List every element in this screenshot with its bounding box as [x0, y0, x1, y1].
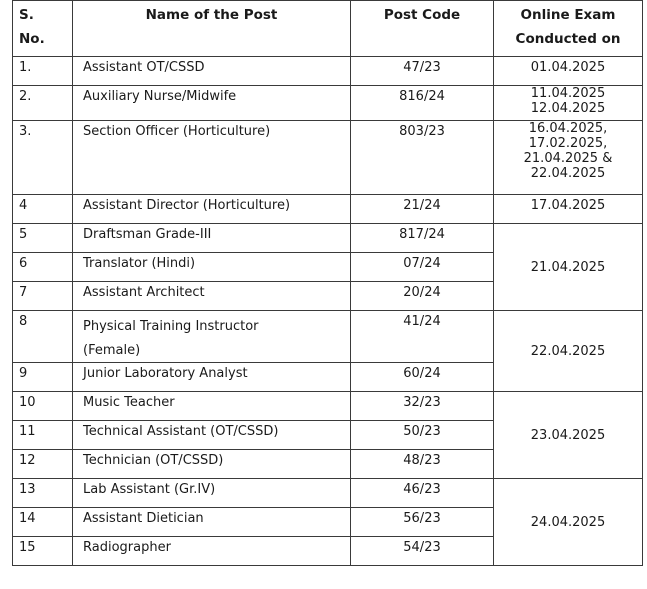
- header-exam-date: [494, 1, 643, 57]
- header-post-code: Post Code: [351, 1, 494, 57]
- cell-sno: 10: [13, 392, 73, 421]
- cell-post-code: 46/23: [351, 479, 494, 508]
- cell-post-code: 54/23: [351, 537, 494, 566]
- cell-post-name: Radiographer: [73, 537, 351, 566]
- cell-exam-date: 17.04.2025: [494, 195, 643, 224]
- cell-sno: 12: [13, 450, 73, 479]
- cell-sno: 6: [13, 253, 73, 282]
- cell-post-name: Translator (Hindi): [73, 253, 351, 282]
- cell-post-code: 48/23: [351, 450, 494, 479]
- cell-post-code: 816/24: [351, 86, 494, 121]
- cell-sno: 9: [13, 363, 73, 392]
- cell-post-code: 07/24: [351, 253, 494, 282]
- cell-post-name: Assistant Director (Horticulture): [73, 195, 351, 224]
- exam-date-line: 16.04.2025,: [528, 121, 608, 136]
- cell-exam-date-group: 24.04.2025: [494, 479, 643, 566]
- cell-exam-date-group: 21.04.2025: [494, 224, 643, 311]
- cell-sno: 1.: [13, 57, 73, 86]
- cell-post-name: Assistant Architect: [73, 282, 351, 311]
- header-sno-line2: No.: [19, 31, 45, 47]
- cell-sno: 5: [13, 224, 73, 253]
- table-row: [13, 57, 643, 86]
- cell-exam-date-group: 22.04.2025: [494, 311, 643, 392]
- exam-date-line: 11.04.2025: [530, 86, 606, 101]
- cell-post-name: Music Teacher: [73, 392, 351, 421]
- cell-post-code: 20/24: [351, 282, 494, 311]
- cell-exam-date: [494, 86, 643, 121]
- header-serial-number: [13, 1, 73, 57]
- cell-sno: 13: [13, 479, 73, 508]
- table-row: [13, 392, 643, 421]
- cell-exam-date: 01.04.2025: [494, 57, 643, 86]
- cell-post-name: [73, 311, 351, 363]
- header-exam-line1: Online Exam: [520, 7, 616, 23]
- table-row: [13, 479, 643, 508]
- header-sno-line1: S.: [19, 7, 34, 23]
- cell-post-code: 21/24: [351, 195, 494, 224]
- post-name-line: (Female): [83, 343, 141, 358]
- cell-post-code: 56/23: [351, 508, 494, 537]
- cell-post-code: 41/24: [351, 311, 494, 363]
- cell-post-code: 803/23: [351, 121, 494, 195]
- cell-post-name: Junior Laboratory Analyst: [73, 363, 351, 392]
- cell-post-name: Assistant Dietician: [73, 508, 351, 537]
- table-row: [13, 311, 643, 363]
- header-post-name: Name of the Post: [73, 1, 351, 57]
- cell-post-name: Draftsman Grade-III: [73, 224, 351, 253]
- cell-sno: 8: [13, 311, 73, 363]
- cell-sno: 14: [13, 508, 73, 537]
- cell-post-name: Section Officer (Horticulture): [73, 121, 351, 195]
- cell-post-name: Lab Assistant (Gr.IV): [73, 479, 351, 508]
- cell-post-name: Technical Assistant (OT/CSSD): [73, 421, 351, 450]
- cell-post-code: 50/23: [351, 421, 494, 450]
- cell-exam-date: [494, 121, 643, 195]
- table-row: [13, 86, 643, 121]
- exam-date-line: 12.04.2025: [530, 101, 606, 116]
- cell-post-name: Technician (OT/CSSD): [73, 450, 351, 479]
- cell-sno: 7: [13, 282, 73, 311]
- exam-date-line: 21.04.2025 &: [523, 151, 613, 166]
- header-row: [13, 1, 643, 57]
- post-name-line: Physical Training Instructor: [83, 319, 259, 334]
- cell-sno: 11: [13, 421, 73, 450]
- cell-post-name: Assistant OT/CSSD: [73, 57, 351, 86]
- cell-sno: 3.: [13, 121, 73, 195]
- cell-post-code: 60/24: [351, 363, 494, 392]
- cell-sno: 15: [13, 537, 73, 566]
- table-row: [13, 195, 643, 224]
- cell-sno: 2.: [13, 86, 73, 121]
- table-row: [13, 224, 643, 253]
- exam-date-line: 17.02.2025,: [528, 136, 608, 151]
- cell-post-code: 32/23: [351, 392, 494, 421]
- cell-sno: 4: [13, 195, 73, 224]
- exam-schedule-document: [12, 0, 642, 566]
- cell-exam-date-group: 23.04.2025: [494, 392, 643, 479]
- cell-post-code: 817/24: [351, 224, 494, 253]
- cell-post-name: Auxiliary Nurse/Midwife: [73, 86, 351, 121]
- exam-date-line: 22.04.2025: [530, 166, 606, 181]
- header-exam-line2: Conducted on: [515, 31, 621, 47]
- exam-schedule-table: [12, 0, 643, 566]
- cell-post-code: 47/23: [351, 57, 494, 86]
- table-row: [13, 121, 643, 195]
